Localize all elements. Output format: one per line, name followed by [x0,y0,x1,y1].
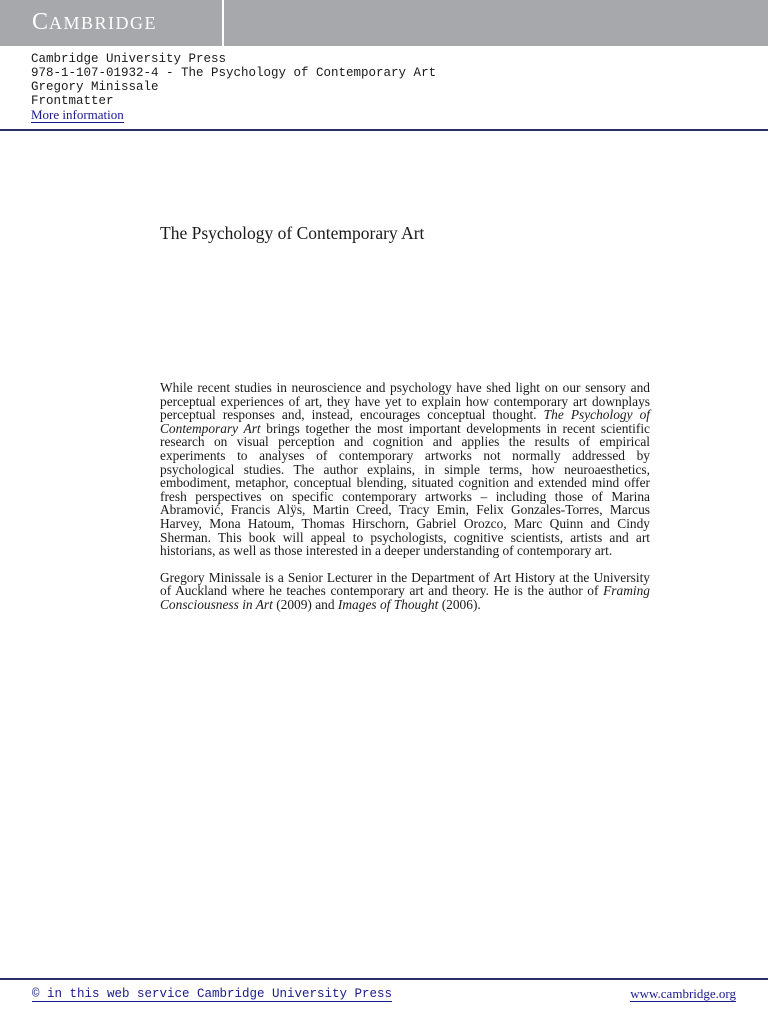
book-metadata [31,52,436,123]
header-rule [0,129,768,131]
bio-book-title-1: Framing Consciousness in Art [160,583,650,612]
section-line: Frontmatter [31,94,114,108]
bio-text: Gregory Minissale is a Senior Lecturer in the Department of Art History at the University of Auckland where he teaches contemporary art and theory. He is the author of [160,569,650,599]
website-link[interactable]: www.cambridge.org [630,986,736,1001]
cambridge-logo [32,9,157,36]
footer-rule [0,978,768,980]
author-line: Gregory Minissale [31,80,159,94]
bio-text-end: (2006). [438,596,481,612]
copyright-link[interactable]: © in this web service Cambridge University Press [32,987,393,1001]
description-paragraph [160,381,650,558]
description-text: While recent studies in neuroscience and psychology have shed light on our sensory and perceptual experiences of art, they have yet to explain how contemporary art downplays perceptual responses and, instead, encourages conceptual thought. [160,380,650,423]
bio-text-mid: (2009) and [272,596,338,612]
description-book-title: The Psychology of Contemporary Art [160,407,651,436]
bio-book-title-2: Images of Thought [337,596,439,612]
more-information-link[interactable]: More information [31,107,124,122]
logo-rest: AMBRIDGE [49,13,158,33]
logo-initial: C [32,9,50,35]
description-text-cont: brings together the most important developments in recent scientific research on visual perception and cognition and applies the results of empirical experiments to analyses of contemporary artworks not normally addressed by psychological studies. The author explains, in simple terms, how neuroaesthetics, embodiment, metaphor, conceptual blending, situated cognition and extended mind offer fresh perspectives on specific contemporary artworks – including those of Marina Abramović, Francis Alÿs, Martin Creed, Tracy Emin, Felix Gonzales-Torres, Marcus Harvey, Mona Hatoum, Thomas Hirschorn, Gabriel Orozco, Marc Quinn and Cindy Sherman. This book will appeal to psychologists, cognitive scientists, artists and art historians, as well as those interested in a deeper understanding of contemporary art. [160,420,650,559]
page-title: The Psychology of Contemporary Art [160,223,425,243]
author-bio-paragraph [160,571,650,612]
book-description [160,381,650,625]
header-divider [222,0,224,46]
header-bar [0,0,768,46]
isbn-title-line: 978-1-107-01932-4 - The Psychology of Contemporary Art [31,66,437,80]
publisher-line: Cambridge University Press [31,52,227,66]
